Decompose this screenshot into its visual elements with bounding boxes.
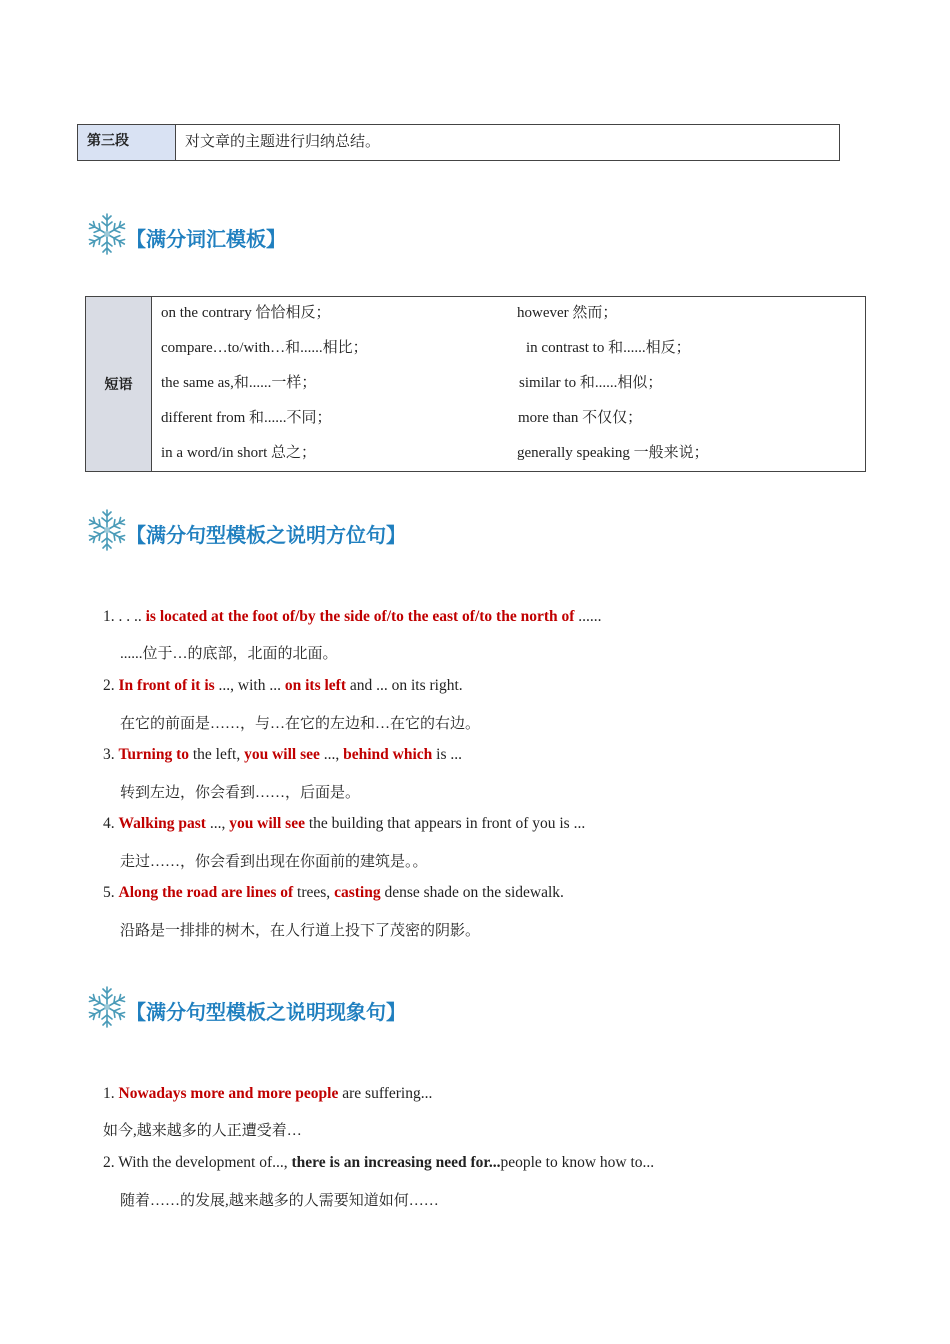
key-phrase: you will see <box>229 815 305 832</box>
phenomenon-item-2 <box>103 1154 654 1172</box>
key-phrase: In front of it is <box>118 677 215 694</box>
location-item-4 <box>103 815 585 833</box>
vocab-right-2: similar to 和......相似； <box>519 375 663 391</box>
vocab-right-1: in contrast to 和......相反； <box>526 340 691 356</box>
text-run: the building that appears in front of you is ... <box>304 815 586 832</box>
vocab-table <box>85 296 866 472</box>
text-run: people to know how to... <box>500 1154 655 1171</box>
location-item-5 <box>103 884 564 902</box>
item-number: 4. <box>103 815 115 832</box>
text-run: are suffering... <box>338 1085 433 1102</box>
vocab-left-4: in a word/in short 总之； <box>161 445 316 461</box>
snowflake-icon <box>86 211 128 257</box>
text-run: the left, <box>189 746 245 763</box>
item-number: 5. <box>103 884 115 901</box>
paragraph-summary-table <box>77 124 840 161</box>
key-phrase: casting <box>334 884 381 901</box>
key-phrase: you will see <box>244 746 320 763</box>
text-run: dense shade on the sidewalk. <box>380 884 564 901</box>
vocab-right-0: however 然而； <box>517 305 618 321</box>
snowflake-icon <box>86 507 128 553</box>
item-number: 1. <box>103 608 115 625</box>
key-phrase: is located at the foot of/by the side of/to the east of/to the north of <box>145 608 575 625</box>
text-run: ..., with ... <box>214 677 285 694</box>
location-item-1-translation: ......位于…的底部，北面的北面。 <box>120 646 338 662</box>
item-number: 1. <box>103 1085 115 1102</box>
snowflake-icon <box>86 984 128 1030</box>
text-run: ..., <box>205 815 230 832</box>
text-run: With the development of..., <box>118 1154 292 1171</box>
location-heading <box>86 507 406 553</box>
vocab-left-0: on the contrary 恰恰相反； <box>161 305 331 321</box>
location-item-2-translation: 在它的前面是……，与…在它的左边和…在它的右边。 <box>120 716 481 732</box>
location-item-2 <box>103 677 463 695</box>
phenomenon-item-1 <box>103 1085 432 1103</box>
location-item-3 <box>103 746 462 764</box>
location-item-3-translation: 转到左边，你会看到……，后面是。 <box>120 785 361 801</box>
item-number: 3. <box>103 746 115 763</box>
phenomenon-item-2-translation: 随着……的发展,越来越多的人需要知道如何…… <box>120 1193 439 1209</box>
text-run: . . .. <box>118 608 146 625</box>
vocab-left-2: the same as,和......一样； <box>161 375 317 391</box>
phenomenon-heading <box>86 984 406 1030</box>
vocab-left-3: different from 和......不同； <box>161 410 332 426</box>
text-run: ...... <box>574 608 602 625</box>
key-phrase: Turning to <box>118 746 189 763</box>
location-item-5-translation: 沿路是一排排的树木，在人行道上投下了茂密的阴影。 <box>120 923 481 939</box>
vocab-right-3: more than 不仅仅； <box>518 410 643 426</box>
text-run: ..., <box>319 746 344 763</box>
vocab-heading-title: 【满分词汇模板】 <box>126 226 286 251</box>
vocab-right-4: generally speaking 一般来说； <box>517 445 709 461</box>
vocab-label: 短语 <box>86 297 152 471</box>
location-item-4-translation: 走过……，你会看到出现在你面前的建筑是。。 <box>120 854 428 870</box>
key-phrase: Walking past <box>118 815 206 832</box>
key-phrase: Along the road are lines of <box>118 884 294 901</box>
paragraph-label: 第三段 <box>78 125 176 160</box>
location-item-1 <box>103 608 602 626</box>
key-phrase: Nowadays more and more people <box>118 1085 339 1102</box>
text-run: is ... <box>432 746 463 763</box>
text-run: and ... on its right. <box>346 677 463 694</box>
key-phrase: behind which <box>343 746 433 763</box>
paragraph-description: 对文章的主题进行归纳总结。 <box>185 134 381 150</box>
phenomenon-item-1-translation: 如今,越来越多的人正遭受着… <box>103 1123 302 1139</box>
vocab-heading <box>86 211 286 257</box>
key-phrase: there is an increasing need for... <box>291 1154 501 1171</box>
item-number: 2. <box>103 677 115 694</box>
text-run: trees, <box>293 884 335 901</box>
item-number: 2. <box>103 1154 115 1171</box>
phenomenon-heading-title: 【满分句型模板之说明现象句】 <box>126 999 406 1024</box>
vocab-left-1: compare…to/with…和......相比； <box>161 340 368 356</box>
location-heading-title: 【满分句型模板之说明方位句】 <box>126 522 406 547</box>
key-phrase: on its left <box>284 677 346 694</box>
